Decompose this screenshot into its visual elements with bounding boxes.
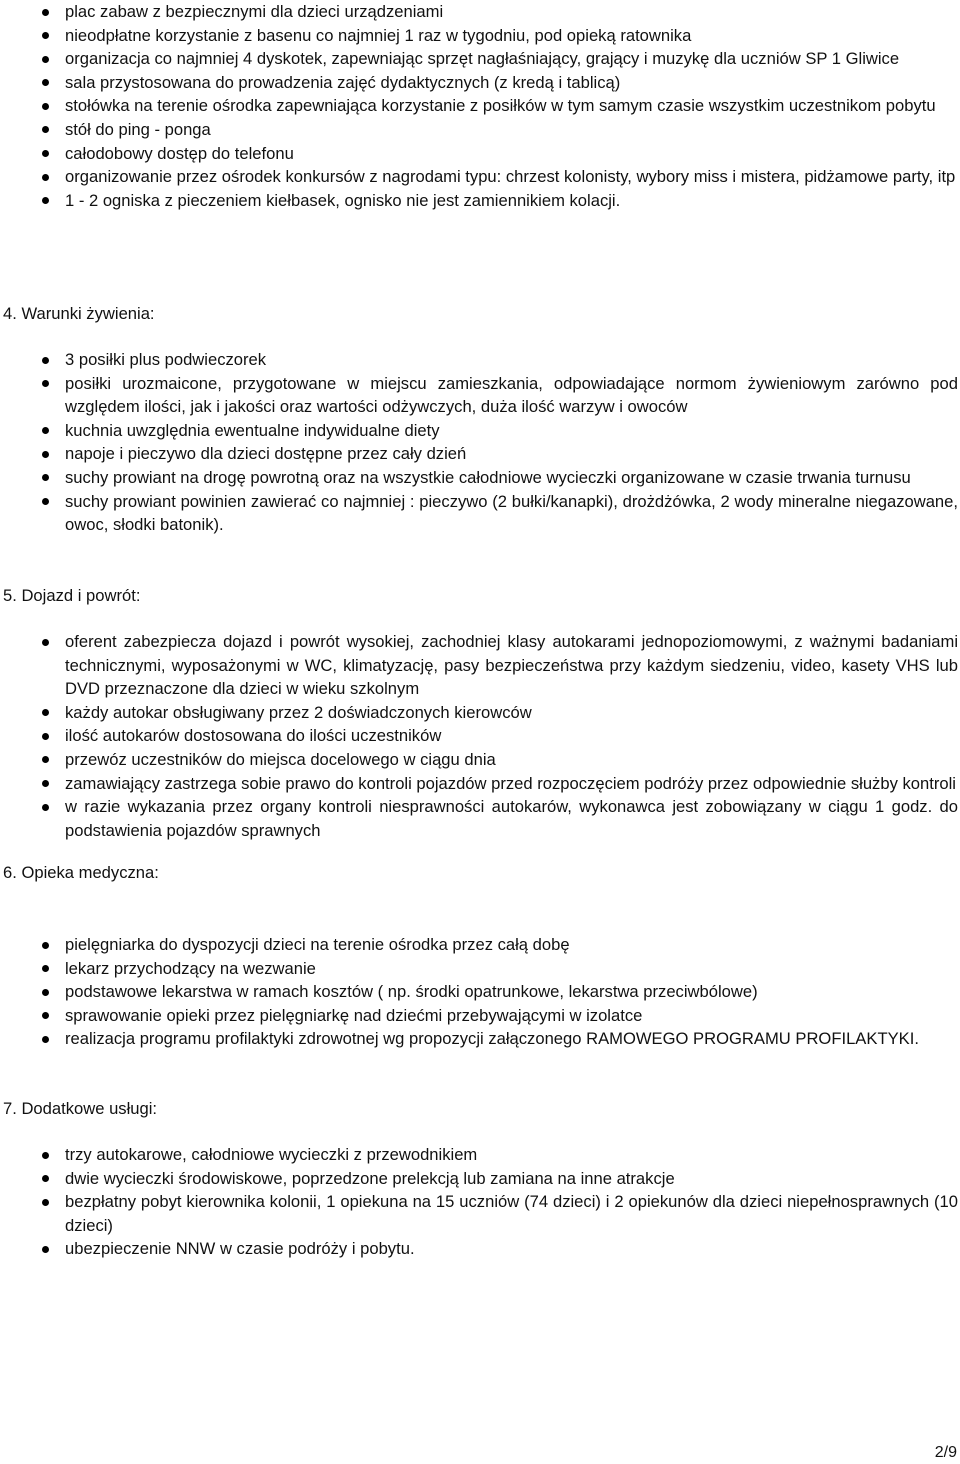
list-item-text: ilość autokarów dostosowana do ilości uczestników bbox=[65, 726, 442, 746]
list-item-text: 3 posiłki plus podwieczorek bbox=[65, 350, 267, 369]
list-item-text: dwie wycieczki środowiskowe, poprzedzone prelekcją lub zamiana na inne atrakcje bbox=[65, 1168, 675, 1188]
bullet-icon bbox=[42, 1152, 49, 1159]
list-item bbox=[0, 24, 960, 48]
bullet-icon bbox=[42, 357, 49, 364]
list-item bbox=[0, 1237, 960, 1261]
bullet-icon bbox=[42, 498, 49, 505]
list-item bbox=[0, 724, 960, 748]
bullet-icon bbox=[42, 150, 49, 157]
list-item bbox=[0, 630, 960, 701]
bullet-icon bbox=[42, 32, 49, 39]
list-item-text: nieodpłatne korzystanie z basenu co najmniej 1 raz w tygodniu, pod opieką ratownika bbox=[65, 25, 692, 45]
list-item-text: kuchnia uwzględnia ewentualne indywidualne diety bbox=[65, 420, 440, 440]
list-item bbox=[0, 442, 960, 466]
list-item-text: zamawiający zastrzega sobie prawo do kontroli pojazdów przed rozpoczęciem podróży przez odpowiednie służby kontroli bbox=[65, 773, 956, 793]
list-item bbox=[0, 1167, 960, 1191]
bullet-icon bbox=[42, 989, 49, 996]
list-item bbox=[0, 71, 960, 95]
list-item bbox=[0, 795, 960, 842]
list-item-text: suchy prowiant powinien zawierać co najmniej : pieczywo (2 bułki/kanapki), drożdżówka, 2 wody mineralne niegazowane, owoc, słodki batonik). bbox=[65, 491, 958, 535]
bullet-icon bbox=[42, 451, 49, 458]
list-item bbox=[0, 772, 960, 796]
list-item-text: w razie wykazania przez organy kontroli niesprawności autokarów, wykonawca jest zobowiązany w ciągu 1 godz. do podstawienia pojazdów sprawnych bbox=[65, 797, 958, 840]
list-item bbox=[0, 348, 960, 372]
list-item bbox=[0, 1027, 960, 1051]
list-item bbox=[0, 1143, 960, 1167]
list-item bbox=[0, 142, 960, 166]
bullet-icon bbox=[42, 9, 49, 16]
list-item bbox=[0, 490, 960, 537]
list-item-text: posiłki urozmaicone, przygotowane w miejscu zamieszkania, odpowiadające normom żywieniowym zarówno pod względem ilości, jak i jakości oraz wartości odżywczych, duża ilość warzyw i owoców bbox=[65, 373, 958, 417]
list-item bbox=[0, 1004, 960, 1028]
list-item bbox=[0, 165, 960, 189]
list-item-text: stołówka na terenie ośrodka zapewniająca korzystanie z posiłków w tym samym czasie wszystkim uczestnikom pobytu bbox=[65, 96, 936, 116]
additional-services-list bbox=[0, 1143, 960, 1261]
list-item-text: oferent zabezpiecza dojazd i powrót wysokiej, zachodniej klasy autokarami jednopoziomowymi, z ważnymi badaniami technicznymi, wyposażonymi w WC, klimatyzację, pasy bezpieczeństwa przy każdym siedzeniu, video, kasety VHS lub DVD przeznaczone dla dzieci w wieku szkolnym bbox=[65, 632, 958, 699]
bullet-icon bbox=[42, 780, 49, 787]
bullet-icon bbox=[42, 103, 49, 110]
list-item-text: bezpłatny pobyt kierownika kolonii, 1 opiekuna na 15 uczniów (74 dzieci) i 2 opiekunów dla dzieci niepełnosprawnych (10 dzieci) bbox=[65, 1192, 958, 1235]
bullet-icon bbox=[42, 174, 49, 181]
section-heading-transport: 5. Dojazd i powrót: bbox=[3, 586, 141, 605]
list-item bbox=[0, 957, 960, 981]
list-item bbox=[0, 748, 960, 772]
bullet-icon bbox=[42, 380, 49, 387]
bullet-icon bbox=[42, 965, 49, 972]
bullet-icon bbox=[42, 1012, 49, 1019]
bullet-icon bbox=[42, 733, 49, 740]
list-item-text: organizacja co najmniej 4 dyskotek, zapewniając sprzęt nagłaśniający, grający i muzykę dla uczniów SP 1 Gliwice bbox=[65, 49, 900, 69]
bullet-icon bbox=[42, 1246, 49, 1253]
list-item bbox=[0, 118, 960, 142]
list-item bbox=[0, 466, 960, 490]
bullet-icon bbox=[42, 1175, 49, 1182]
page-number: 2/9 bbox=[934, 1444, 957, 1461]
list-item-text: napoje i pieczywo dla dzieci dostępne przez cały dzień bbox=[65, 444, 467, 464]
list-item-text: sprawowanie opieki przez pielęgniarkę nad dziećmi przebywającymi w izolatce bbox=[65, 1005, 643, 1025]
list-item-text: stół do ping - ponga bbox=[65, 119, 211, 139]
bullet-icon bbox=[42, 79, 49, 86]
section-heading-additional: 7. Dodatkowe usługi: bbox=[3, 1099, 158, 1118]
list-item bbox=[0, 419, 960, 443]
bullet-icon bbox=[42, 474, 49, 481]
bullet-icon bbox=[42, 942, 49, 949]
bullet-icon bbox=[42, 639, 49, 646]
list-item bbox=[0, 933, 960, 957]
list-item bbox=[0, 0, 960, 24]
list-item-text: organizowanie przez ośrodek konkursów z nagrodami typu: chrzest kolonisty, wybory miss i mistera, pidżamowe party, itp bbox=[65, 167, 956, 187]
list-item-text: przewóz uczestników do miejsca docelowego w ciągu dnia bbox=[65, 749, 496, 769]
list-item bbox=[0, 372, 960, 419]
list-item-text: realizacja programu profilaktyki zdrowotnej wg propozycji załączonego RAMOWEGO PROGRAMU PROFILAKTYKI. bbox=[65, 1029, 919, 1049]
list-item-text: każdy autokar obsługiwany przez 2 doświadczonych kierowców bbox=[65, 702, 532, 722]
bullet-icon bbox=[42, 709, 49, 716]
medical-list bbox=[0, 933, 960, 1051]
list-item bbox=[0, 94, 960, 118]
bullet-icon bbox=[42, 804, 49, 811]
list-item bbox=[0, 980, 960, 1004]
list-item bbox=[0, 1190, 960, 1237]
list-item-text: lekarz przychodzący na wezwanie bbox=[65, 958, 316, 978]
list-item-text: sala przystosowana do prowadzenia zajęć dydaktycznych (z kredą i tablicą) bbox=[65, 72, 621, 92]
bullet-icon bbox=[42, 56, 49, 63]
amenities-list bbox=[0, 0, 960, 212]
list-item-text: ubezpieczenie NNW w czasie podróży i pobytu. bbox=[65, 1239, 415, 1259]
nutrition-list bbox=[0, 348, 960, 537]
list-item-text: plac zabaw z bezpiecznymi dla dzieci urządzeniami bbox=[65, 2, 444, 21]
list-item-text: całodobowy dostęp do telefonu bbox=[65, 143, 294, 163]
bullet-icon bbox=[42, 756, 49, 763]
list-item bbox=[0, 189, 960, 213]
section-heading-medical: 6. Opieka medyczna: bbox=[3, 863, 159, 882]
list-item bbox=[0, 47, 960, 71]
bullet-icon bbox=[42, 1199, 49, 1206]
bullet-icon bbox=[42, 1036, 49, 1043]
list-item-text: 1 - 2 ogniska z pieczeniem kiełbasek, ognisko nie jest zamiennikiem kolacji. bbox=[65, 190, 621, 210]
transport-list bbox=[0, 630, 960, 842]
list-item bbox=[0, 701, 960, 725]
bullet-icon bbox=[42, 126, 49, 133]
list-item-text: suchy prowiant na drogę powrotną oraz na wszystkie całodniowe wycieczki organizowane w czasie trwania turnusu bbox=[65, 467, 911, 487]
list-item-text: trzy autokarowe, całodniowe wycieczki z przewodnikiem bbox=[65, 1145, 478, 1164]
bullet-icon bbox=[42, 197, 49, 204]
list-item-text: pielęgniarka do dyspozycji dzieci na terenie ośrodka przez całą dobę bbox=[65, 935, 570, 954]
bullet-icon bbox=[42, 427, 49, 434]
list-item-text: podstawowe lekarstwa w ramach kosztów ( np. środki opatrunkowe, lekarstwa przeciwbólowe) bbox=[65, 982, 758, 1002]
section-heading-nutrition: 4. Warunki żywienia: bbox=[3, 304, 155, 323]
